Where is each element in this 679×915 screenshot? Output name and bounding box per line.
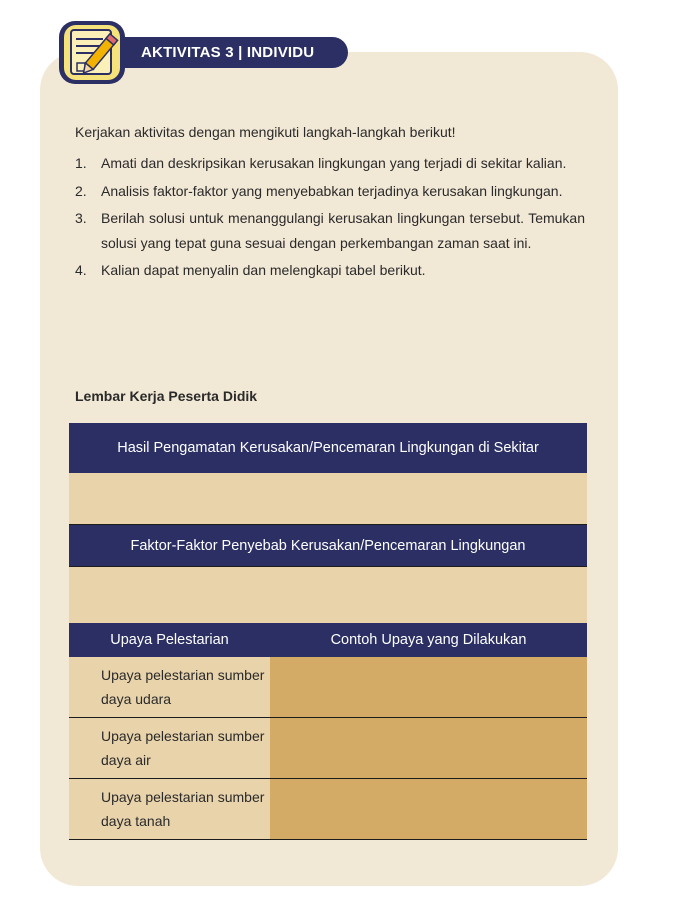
table-row <box>69 657 587 718</box>
answer-cell[interactable] <box>270 718 587 778</box>
causes-answer-cell[interactable] <box>69 567 587 623</box>
step-list <box>75 151 585 286</box>
notepad-pencil-icon <box>59 21 125 84</box>
column-header-contoh: Contoh Upaya yang Dilakukan <box>270 623 587 657</box>
activity-title: AKTIVITAS 3 | INDIVIDU <box>92 37 348 68</box>
answer-cell[interactable] <box>270 657 587 717</box>
instruction-intro: Kerjakan aktivitas dengan mengikuti langkah-langkah berikut! <box>75 124 456 140</box>
list-item: 4. Kalian dapat menyalin dan melengkapi tabel berikut. <box>75 262 426 278</box>
observation-header: Hasil Pengamatan Kerusakan/Pencemaran Lingkungan di Sekitar <box>69 423 587 473</box>
row-label: Upaya pelestarian sumber daya tanah <box>69 779 270 839</box>
table-row <box>69 718 587 779</box>
observation-table <box>69 423 587 623</box>
answer-cell[interactable] <box>270 779 587 839</box>
activity-badge <box>59 21 125 84</box>
list-item: 2. Analisis faktor-faktor yang menyebabkan terjadinya kerusakan lingkungan. <box>75 182 563 199</box>
column-header-upaya: Upaya Pelestarian <box>69 623 270 657</box>
worksheet-title: Lembar Kerja Peserta Didik <box>75 388 258 404</box>
observation-answer-cell[interactable] <box>69 473 587 525</box>
list-item: 3. Berilah solusi untuk menanggulangi kerusakan lingkungan tersebut. Temukan solusi yang tepat guna sesuai dengan perkembangan zaman saat ini. <box>75 210 585 251</box>
conservation-header-row <box>69 623 587 657</box>
list-item: 1. Amati dan deskripsikan kerusakan lingkungan yang terjadi di sekitar kalian. <box>75 155 567 171</box>
table-row <box>69 779 587 840</box>
row-label: Upaya pelestarian sumber daya air <box>69 718 270 778</box>
causes-header: Faktor-Faktor Penyebab Kerusakan/Pencemaran Lingkungan <box>69 525 587 567</box>
conservation-table <box>69 623 587 840</box>
row-label: Upaya pelestarian sumber daya udara <box>69 657 270 717</box>
